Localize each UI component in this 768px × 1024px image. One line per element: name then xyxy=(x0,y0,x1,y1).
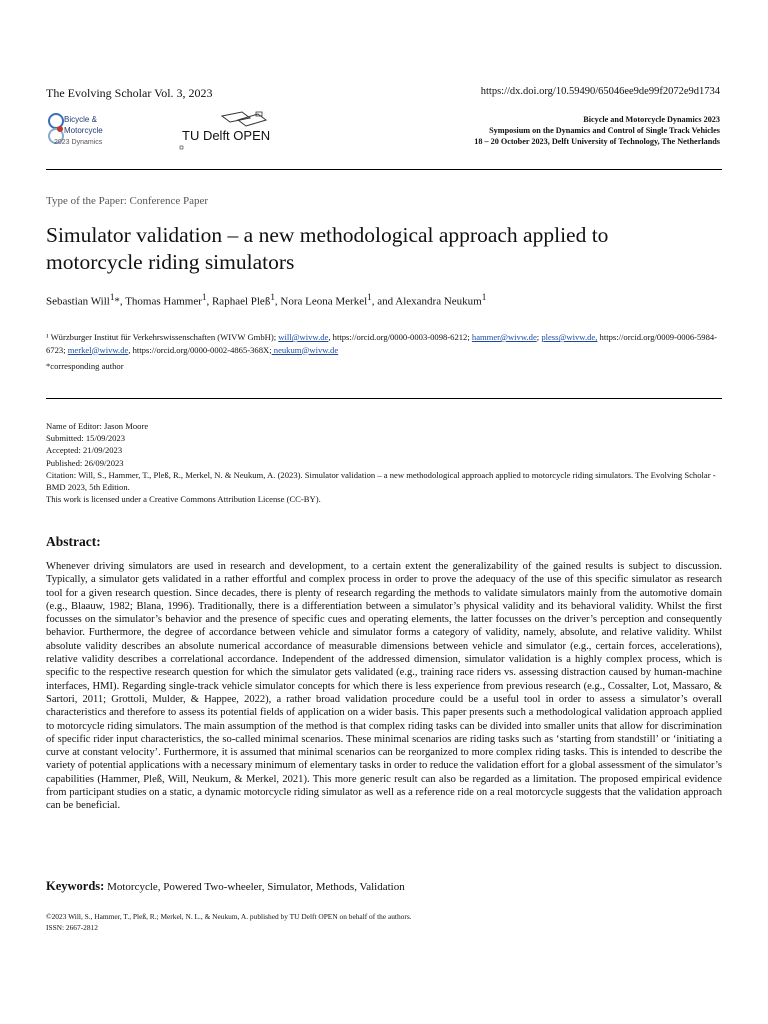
footer xyxy=(46,911,412,933)
email-link-will[interactable]: will@wivw.de xyxy=(278,332,329,342)
bmd-logo-icon xyxy=(44,110,164,150)
affiliation xyxy=(46,331,736,356)
paper-type: Type of the Paper: Conference Paper xyxy=(46,195,209,207)
email-link-neukum[interactable]: neukum@wivw.de xyxy=(271,344,339,355)
corresponding-author-note: *corresponding author xyxy=(46,361,124,371)
email-link-hammer[interactable]: hammer@wivw.de xyxy=(471,332,537,342)
affiliation-prefix: ¹ Würzburger Institut für Verkehrswissenschaften (WIVW GmbH); xyxy=(46,332,279,342)
abstract-heading: Abstract: xyxy=(46,534,101,549)
author-list: Sebastian Will$^1$*, Thomas Hammer$^1$, Raphael Pleß$^1$, Nora Leona Merkel$^1$, and Alexandra Neukum$^1$ xyxy=(46,292,487,308)
bmd-logo-line1: Bicycle & xyxy=(64,115,97,124)
keywords-label: Keywords: xyxy=(46,879,105,893)
meta-license: This work is licensed under a Creative Commons Attribution License (CC-BY). xyxy=(46,494,321,505)
tu-delft-logo-icon xyxy=(178,110,288,152)
doi-link[interactable]: https://dx.doi.org/10.59490/65046ee9de99f2072e9d1734 xyxy=(480,86,720,97)
conference-line: Symposium on the Dynamics and Control of Single Track Vehicles xyxy=(489,126,720,135)
copyright-notice: ©2023 Will, S., Hammer, T., Pleß, R.; Merkel, N. L., & Neukum, A. published by TU Delft OPEN on behalf of the authors. xyxy=(46,912,412,921)
publication-metadata xyxy=(46,420,726,505)
orcid-pless: https://orcid.org/0009-0006-5984-6723; xyxy=(46,332,718,355)
issn: ISSN: 2667-2812 xyxy=(46,923,98,932)
orcid-will: , https://orcid.org/0000-0003-0098-6212; xyxy=(328,332,472,342)
abstract-body: Whenever driving simulators are used in research and development, to a certain extent the generalizability of the gained results is subject to discussion. Typically, a simulator gets validated in a rather effortful and complex process in order to prove the adequacy of the use of this specific simulator as research tool for a given research question. Since decades, there is plenty of research regarding the methods to validate simulators mainly from the automotive domain (e.g., Blaauw, 1982; Blana, 1996). Traditionally, there is a differentiation between a simulator’s physical validity and its behavioral validity. Whilst the first focusses on the simulator’s behavior and the presence of specific cues and operating elements, the latter focusses on the driver’s perception and consequently behavior. Furthermore, the degree of accordance between vehicle and simulator forms a category of validity, namely, absolute, and relative validity. Whilst absolute validity describes an absolute numerical accordance of measurable dimensions between vehicle and simulator (e.g., certain forces, accelerations), relative validity describes a correlational accordance. Independent of the addressed dimension, simulator validation is a highly complex process, which is specific to the respective research question for which the simulator gets validated (e.g., training race riders vs. assessing distraction caused by human-machine interfaces, HMI). Regarding single-track vehicle simulator concepts for which there is less experience from previous research (e.g., Cossalter, Lot, Massaro, & Sartori, 2011; Grottoli, Mulder, & Happee, 2022), a rather broad validation procedure could be a useful tool in order to assess a simulator’s overall characteristics and therefore to assess its potential fields of application on a wider basis. This paper presents such a methodological validation approach applied to motorcycle riding simulators. The main assumption of the method is that complex riding tasks can be divided into smaller units that allow for discrimination of specific rider input characteristics, the so-called minimal scenarios. These minimal scenarios are riding tasks such as ‘starting from standstill’ or ‘initiating a curve at constant velocity’. Furthermore, it is assumed that minimal scenarios can be reorganized to more complex riding tasks. This is intended to describe the variety of potential applications with a necessary minimum of elementary tasks in order to reduce the validation effort for a global assessment of the simulator’s capabilities (Hammer, Pleß, Will, Neukum, & Merkel, 2021). This more generic result can also be regarded as a limitation. The proposed empirical evidence from participant studies on a static, a dynamic motorcycle riding simulator as well as a reference ride on a real motorcycle suggests that the validation approach can be beneficial. xyxy=(46,561,722,812)
bicycle-motorcycle-dynamics-logo xyxy=(44,110,164,150)
meta-published: Published: 26/09/2023 xyxy=(46,457,124,468)
conference-line: 18 – 20 October 2023, Delft University of Technology, The Netherlands xyxy=(474,137,720,146)
email-link-pless[interactable]: pless@wivw.de, xyxy=(541,332,598,342)
meta-submitted: Submitted: 15/09/2023 xyxy=(46,433,126,444)
conference-line: Bicycle and Motorcycle Dynamics 2023 xyxy=(583,115,720,124)
bmd-logo-line2: Motorcycle xyxy=(64,126,103,135)
header-divider xyxy=(46,169,722,170)
tu-delft-logo-text: TU Delft OPEN xyxy=(182,128,271,143)
journal-name: The Evolving Scholar Vol. 3, 2023 xyxy=(46,86,213,100)
meta-accepted: Accepted: 21/09/2023 xyxy=(46,445,123,456)
meta-editor: Name of Editor: Jason Moore xyxy=(46,421,149,431)
meta-citation: Citation: Will, S., Hammer, T., Pleß, R., Merkel, N. & Neukum, A. (2023). Simulator validation – a new methodological approach applied to motorcycle riding simulators. The Evolving Scholar - BMD 2023, 5th Edition. xyxy=(46,469,716,493)
keywords-list: Motorcycle, Powered Two-wheeler, Simulator, Methods, Validation xyxy=(104,881,405,893)
affiliation-separator: ; xyxy=(536,332,542,342)
section-divider xyxy=(46,398,722,399)
bmd-logo-line3: 2023 Dynamics xyxy=(54,139,103,146)
email-link-merkel[interactable]: merkel@wivw.de xyxy=(67,344,129,355)
keywords xyxy=(46,879,405,894)
orcid-merkel: , https://orcid.org/0000-0002-4865-368X; xyxy=(128,344,272,355)
paper-title: Simulator validation – a new methodological approach applied to motorcycle riding simulators xyxy=(46,223,609,274)
conference-info xyxy=(474,114,720,147)
tu-delft-open-logo xyxy=(178,110,288,152)
